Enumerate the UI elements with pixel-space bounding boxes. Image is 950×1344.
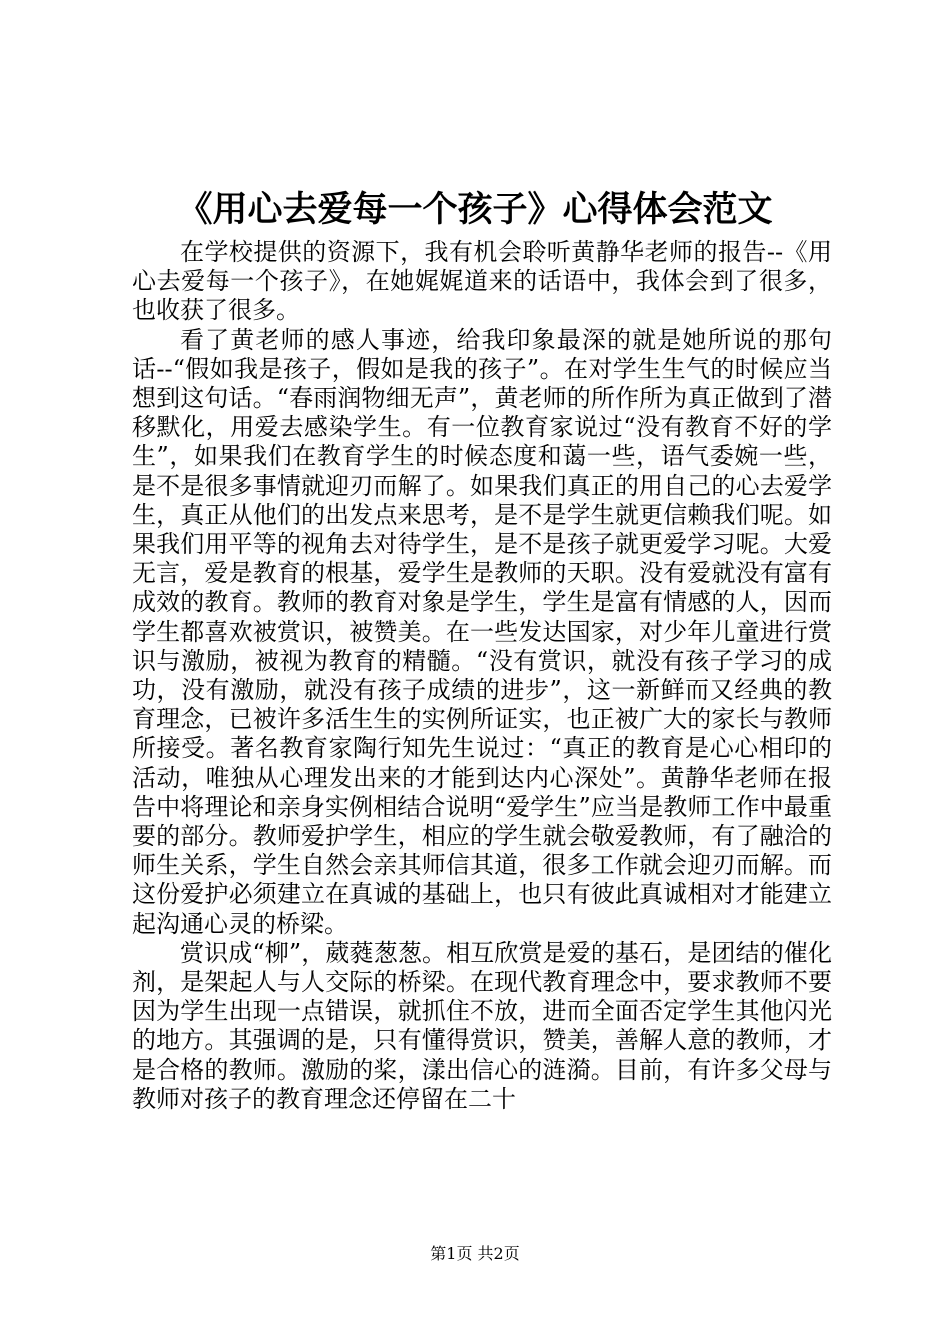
paragraph-1: 在学校提供的资源下，我有机会聆听黄静华老师的报告--《用心去爱每一个孩子》，在她娓娓道来的话语中，我体会到了很多，也收获了很多。 (132, 238, 832, 325)
document-body (132, 238, 832, 1114)
paragraph-2: 看了黄老师的感人事迹，给我印象最深的就是她所说的那句话--“假如我是孩子，假如是我的孩子”。在对学生生气的时候应当想到这句话。“春雨润物细无声”，黄老师的所作所为真正做到了潜移默化，用爱去感染学生。有一位教育家说过“没有教育不好的学生”，如果我们在教育学生的时候态度和蔼一些，语气委婉一些，是不是很多事情就迎刃而解了。如果我们真正的用自己的心去爱学生，真正从他们的出发点来思考，是不是学生就更信赖我们呢。如果我们用平等的视角去对待学生，是不是孩子就更爱学习呢。大爱无言，爱是教育的根基，爱学生是教师的天职。没有爱就没有富有成效的教育。教师的教育对象是学生，学生是富有情感的人，因而学生都喜欢被赏识，被赞美。在一些发达国家，对少年儿童进行赏识与激励，被视为教育的精髓。“没有赏识，就没有孩子学习的成功，没有激励，就没有孩子成绩的进步”，这一新鲜而又经典的教育理念，已被许多活生生的实例所证实，也正被广大的家长与教师所接受。著名教育家陶行知先生说过：“真正的教育是心心相印的活动，唯独从心理发出来的才能到达内心深处”。黄静华老师在报告中将理论和亲身实例相结合说明“爱学生”应当是教师工作中最重要的部分。教师爱护学生，相应的学生就会敬爱教师，有了融洽的师生关系，学生自然会亲其师信其道，很多工作就会迎刃而解。而这份爱护必须建立在真诚的基础上，也只有彼此真诚相对才能建立起沟通心灵的桥梁。 (132, 325, 832, 938)
page-footer: 第1页 共2页 (430, 1244, 520, 1263)
paragraph-3: 赏识成“柳”，葳蕤葱葱。相互欣赏是爱的基石，是团结的催化剂，是架起人与人交际的桥梁。在现代教育理念中，要求教师不要因为学生出现一点错误，就抓住不放，进而全面否定学生其他闪光的地方。其强调的是，只有懂得赏识，赞美，善解人意的教师，才是合格的教师。激励的桨，漾出信心的涟漪。目前，有许多父母与教师对孩子的教育理念还停留在二十 (132, 938, 832, 1113)
page-title: 《用心去爱每一个孩子》心得体会范文 (177, 189, 773, 230)
